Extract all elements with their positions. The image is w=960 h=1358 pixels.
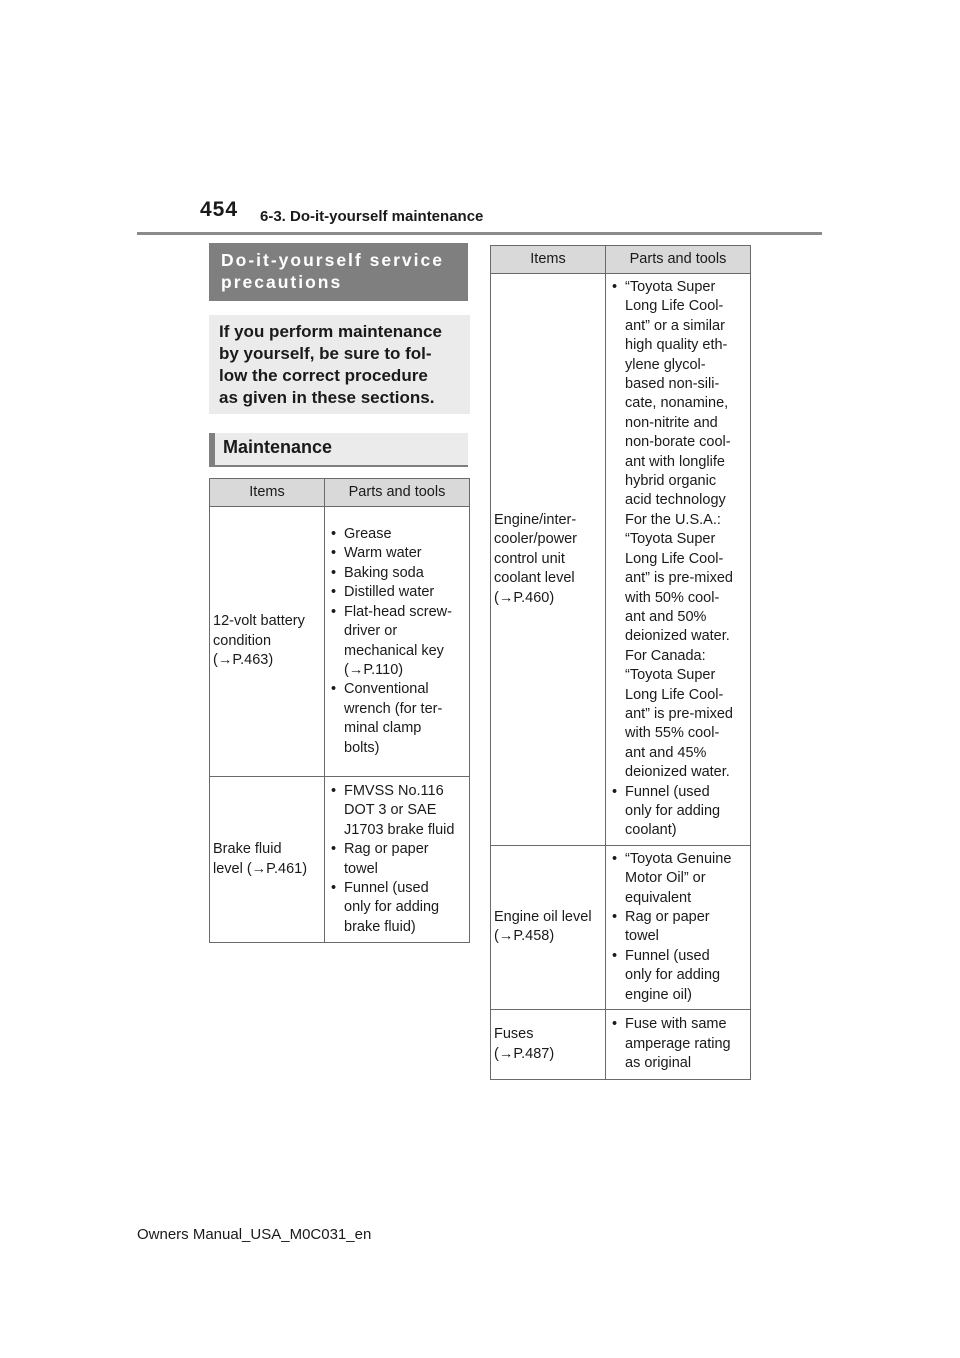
part-line: • Funnel (used [344,879,429,896]
part-line: • FMVSS No.116 [344,782,444,799]
parts-list [608,278,748,841]
table-row [491,845,751,1009]
table-row [491,274,751,846]
item-line: condition [213,632,272,649]
part-line: • “Toyota Genuine [625,850,732,867]
list-item [327,564,467,583]
parts-cell [606,274,751,846]
list-item [608,850,748,908]
item-line: (→P.487) [494,1045,555,1062]
list-item [608,278,748,783]
list-item [327,782,467,840]
item-line: control unit [494,550,565,567]
part-line: • “Toyota Super [625,279,716,295]
title-line: Do-it-yourself service [221,250,444,270]
item-cell [210,777,325,943]
part-line: Long Life Cool- [625,686,724,703]
part-line: deionized water. [625,764,730,781]
header-rule [137,232,822,235]
parts-cell [325,777,470,943]
item-cell [491,845,606,1009]
item-line: level (→P.461) [213,860,308,877]
part-line: Long Life Cool- [625,550,724,567]
part-line: non-borate cool- [625,434,731,451]
item-line: Engine oil level [494,909,592,925]
part-line: Long Life Cool- [625,298,724,315]
parts-cell [325,507,470,777]
part-line: equivalent [625,889,692,906]
item-line: cooler/power [494,531,578,548]
item-line: Engine/inter- [494,511,577,528]
part-line: Motor Oil” or [625,870,706,887]
table-body [210,507,470,943]
part-line: acid technology [625,492,726,509]
parts-column-header: Parts and tools [606,246,751,274]
maintenance-table-left [209,478,470,943]
section-heading: 6-3. Do-it-yourself maintenance [260,208,484,225]
item-line: (→P.458) [494,928,555,945]
part-line: high quality eth- [625,337,728,354]
part-line: coolant) [625,822,677,839]
part-line: mechanical key [344,642,444,659]
parts-list [608,850,748,1005]
part-line: deionized water. [625,628,730,645]
item-line: coolant level [494,570,575,587]
parts-cell [606,845,751,1009]
page-number: 454 [200,198,239,221]
part-line: towel [344,860,378,877]
part-line: bolts) [344,739,380,756]
part-line: ant with longlife [625,453,725,470]
table-body [491,274,751,1080]
part-line: with 50% cool- [625,589,720,606]
part-line: only for adding [344,899,440,916]
parts-column-header: Parts and tools [325,479,470,507]
intro-line: by yourself, be sure to fol- [219,344,432,363]
part-line: ant” is pre-mixed [625,705,733,722]
part-line: • Distilled water [344,584,435,601]
list-item [327,583,467,602]
part-line: • Funnel (used [625,947,710,964]
part-line: hybrid organic [625,473,717,490]
intro-text-box [209,315,470,414]
maintenance-heading: Maintenance [209,433,468,467]
part-line: with 55% cool- [625,725,720,742]
item-line: Fuses [494,1026,534,1043]
part-line: “Toyota Super [625,531,716,548]
table-row [210,777,470,943]
list-item [327,603,467,681]
list-item [327,879,467,937]
table-row [491,1010,751,1080]
part-line: “Toyota Super [625,667,716,684]
footer-manual-id: Owners Manual_USA_M0C031_en [137,1226,372,1243]
part-line: • Funnel (used [625,783,710,800]
item-line: 12-volt battery [213,613,305,630]
part-line: • Grease [344,526,392,543]
part-line: • Rag or paper [625,909,710,925]
part-line: (→P.110) [344,661,404,678]
item-cell [210,507,325,777]
table-header-row [491,246,751,274]
list-item [608,908,748,947]
part-line: • Rag or paper [344,841,429,858]
part-line: driver or [344,623,398,640]
item-cell [491,274,606,846]
part-line: DOT 3 or SAE [344,802,437,819]
part-line: ant and 45% [625,744,707,761]
part-line: towel [625,928,659,945]
part-line: cate, nonamine, [625,395,729,412]
part-line: only for adding [625,802,721,819]
maintenance-table-right [490,245,751,1080]
service-precautions-title [209,243,468,301]
intro-line: as given in these sections. [219,388,435,407]
part-line: • Baking soda [344,564,424,581]
table-header-row [210,479,470,507]
part-line: ant” or a similar [625,317,725,334]
part-line: amperage rating [625,1035,731,1052]
part-line: engine oil) [625,986,692,1003]
item-line: Brake fluid [213,841,282,858]
part-line: For Canada: [625,647,706,664]
list-item [327,525,467,544]
parts-cell [606,1010,751,1080]
intro-line: If you perform maintenance [219,322,442,341]
parts-list [327,782,467,937]
part-line: • Conventional [344,681,429,698]
title-line: precautions [221,272,343,292]
part-line: ylene glycol- [625,356,706,373]
list-item [608,947,748,1005]
part-line: J1703 brake fluid [344,821,455,838]
intro-line: low the correct procedure [219,366,428,385]
list-item [608,783,748,841]
part-line: ant” is pre-mixed [625,570,733,587]
part-line: brake fluid) [344,918,416,935]
part-line: only for adding [625,967,721,984]
part-line: • Fuse with same [625,1016,727,1033]
parts-list [608,1015,748,1073]
part-line: non-nitrite and [625,414,718,431]
part-line: based non-sili- [625,376,720,393]
part-line: • Warm water [344,545,422,562]
item-line: (→P.463) [213,652,274,669]
part-line: as original [625,1055,692,1072]
part-line: For the U.S.A.: [625,511,721,528]
part-line: wrench (for ter- [344,700,443,717]
part-line: • Flat-head screw- [344,603,452,620]
item-line: (→P.460) [494,589,555,606]
items-column-header: Items [210,479,325,507]
table-row [210,507,470,777]
list-item [327,840,467,879]
part-line: ant and 50% [625,608,707,625]
item-cell [491,1010,606,1080]
list-item [327,544,467,563]
parts-list [327,525,467,758]
list-item [327,680,467,758]
items-column-header: Items [491,246,606,274]
part-line: minal clamp [344,720,422,737]
list-item [608,1015,748,1073]
